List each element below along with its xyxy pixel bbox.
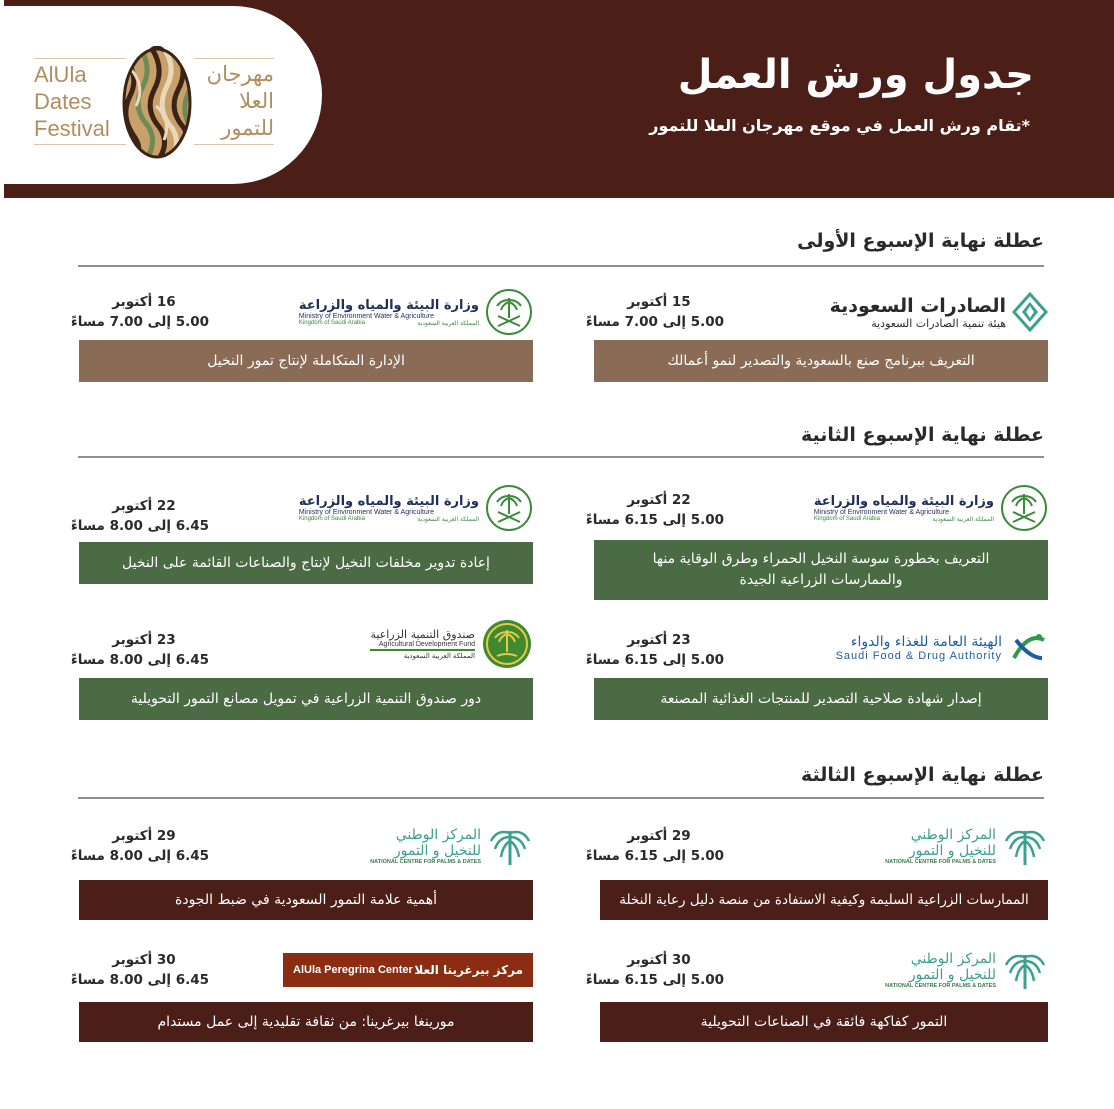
adf-name-en: Agricultural Development Fund: [378, 641, 475, 648]
ncpd-name-line1: المركز الوطني: [910, 951, 996, 967]
org-logo-peregrina: [283, 952, 533, 988]
workshop-title-bar: [79, 542, 533, 584]
peregrina-name-en: AlUla Peregrina Center: [293, 964, 413, 976]
workshop-title-bar: [594, 678, 1048, 720]
workshop-title-bar: [594, 340, 1048, 382]
workshop-card: [585, 942, 1048, 1062]
workshop-title: التمور كفاكهة فائقة في الصناعات التحويلية: [700, 1013, 948, 1030]
workshop-title-line: التعريف بخطورة سوسة النخيل الحمراء وطرق الوقاية منها: [652, 551, 990, 567]
org-logo-saudi-exports: [798, 284, 1048, 340]
saudi-exports-name: الصادرات السعودية: [829, 294, 1006, 317]
workshop-title: مورينغا بيرغرينا: من ثقافة تقليدية إلى عمل مستدام: [157, 1013, 455, 1030]
workshop-date: 29 أكتوبر: [627, 828, 691, 844]
peregrina-banner: [283, 953, 533, 987]
mewa-kingdom-ar: المملكة العربية السعودية: [417, 515, 479, 523]
workshop-date: 15 أكتوبر: [627, 294, 691, 310]
workshop-time: 6.45 إلى 8.00 مساءً: [70, 652, 209, 668]
week-1-divider: [78, 265, 1044, 267]
mewa-kingdom-en: Kingdom of Saudi Arabia: [298, 515, 365, 522]
palm-swords-icon: [1000, 484, 1048, 532]
ncpd-name-en: NATIONAL CENTRE FOR PALMS & DATES: [885, 859, 996, 865]
ncpd-name-en: NATIONAL CENTRE FOR PALMS & DATES: [885, 983, 996, 989]
logo-latin-text: [34, 58, 126, 145]
workshop-card: [70, 818, 533, 938]
workshop-title-line: والممارسات الزراعية الجيدة: [739, 572, 903, 588]
workshop-card: [585, 478, 1048, 598]
page-title: جدول ورش العمل: [677, 52, 1034, 98]
ncpd-palm-icon: [1002, 947, 1048, 993]
mewa-name-en: Ministry of Environment Water & Agriculture: [298, 508, 435, 516]
org-logo-adf: [283, 616, 533, 672]
workshop-date-time: [585, 630, 724, 670]
logo-latin-line: AlUla: [34, 62, 87, 87]
workshop-time: 5.00 إلى 7.00 مساءً: [70, 314, 209, 330]
org-logo-ncpd: [798, 818, 1048, 874]
mewa-kingdom-en: Kingdom of Saudi Arabia: [813, 515, 880, 522]
workshop-date: 23 أكتوبر: [112, 632, 176, 648]
org-logo-ncpd: [798, 942, 1048, 998]
ncpd-palm-icon: [1002, 823, 1048, 869]
workshop-date-time: [585, 826, 724, 866]
week-2-divider: [78, 456, 1044, 458]
workshop-title-bar: [600, 880, 1048, 920]
workshop-date-time: [585, 292, 724, 332]
org-logo-ncpd: [283, 818, 533, 874]
workshop-date: 22 أكتوبر: [112, 498, 176, 514]
workshop-date-time: [70, 950, 209, 990]
ncpd-name-line2: للنخيل و التمور: [908, 843, 996, 859]
workshop-title-bar: [79, 1002, 533, 1042]
ncpd-name-en: NATIONAL CENTRE FOR PALMS & DATES: [370, 859, 481, 865]
sfda-icon: [1008, 628, 1048, 668]
palm-swords-icon: [485, 288, 533, 336]
workshop-card: [70, 478, 533, 598]
workshop-date: 30 أكتوبر: [627, 952, 691, 968]
workshop-date-time: [585, 950, 724, 990]
week-3-divider: [78, 797, 1044, 799]
workshop-time: 5.00 إلى 6.15 مساءً: [585, 652, 724, 668]
workshop-title: التعريف ببرنامج صنع بالسعودية والتصدير لنمو أعمالك: [667, 352, 975, 369]
ncpd-name-line1: المركز الوطني: [395, 827, 481, 843]
logo-arabic-line: مهرجان: [206, 62, 274, 86]
org-logo-mewa: [798, 480, 1048, 536]
festival-logo: [4, 6, 322, 184]
workshop-time: 5.00 إلى 6.15 مساءً: [585, 848, 724, 864]
workshop-time: 5.00 إلى 6.15 مساءً: [585, 972, 724, 988]
saudi-exports-icon: [1012, 292, 1048, 332]
workshop-title: إعادة تدوير مخلفات النخيل لإنتاج والصناعات القائمة على النخيل: [122, 554, 490, 571]
workshop-date: 16 أكتوبر: [112, 294, 176, 310]
mewa-name-ar: وزارة البيئة والمياه والزراعة: [298, 297, 479, 313]
ncpd-palm-icon: [487, 823, 533, 869]
mewa-kingdom-ar: المملكة العربية السعودية: [417, 319, 479, 327]
mewa-name-ar: وزارة البيئة والمياه والزراعة: [298, 493, 479, 509]
workshop-title-bar: [600, 1002, 1048, 1042]
workshop-time: 6.45 إلى 8.00 مساءً: [70, 972, 209, 988]
mewa-name-en: Ministry of Environment Water & Agriculture: [298, 312, 435, 320]
workshop-time: 6.45 إلى 8.00 مساءً: [70, 518, 209, 534]
ncpd-name-line2: للنخيل و التمور: [908, 967, 996, 983]
workshop-title-bar: [594, 540, 1048, 600]
ncpd-name-line2: للنخيل و التمور: [393, 843, 481, 859]
workshop-date-time: [70, 496, 209, 536]
workshop-date: 23 أكتوبر: [627, 632, 691, 648]
workshop-card: [70, 284, 533, 404]
header-banner: [4, 0, 1114, 198]
adf-country: المملكة العربية السعودية: [403, 653, 475, 660]
workshop-card: [70, 942, 533, 1062]
week-2-title: عطلة نهاية الإسبوع الثانية: [800, 424, 1044, 446]
org-logo-mewa: [283, 284, 533, 340]
workshop-title-bar: [79, 880, 533, 920]
workshop-card: [585, 620, 1048, 740]
workshop-date-time: [70, 292, 209, 332]
workshop-time: 6.45 إلى 8.00 مساءً: [70, 848, 209, 864]
workshop-title: أهمية علامة التمور السعودية في ضبط الجودة: [175, 891, 438, 908]
mewa-name-en: Ministry of Environment Water & Agriculture: [813, 508, 950, 516]
workshop-time: 5.00 إلى 7.00 مساءً: [585, 314, 724, 330]
mewa-kingdom-ar: المملكة العربية السعودية: [932, 515, 994, 523]
date-emblem-icon: [120, 46, 194, 160]
workshop-date-time: [585, 490, 724, 530]
saudi-exports-subname: هيئة تنمية الصادرات السعودية: [871, 316, 1006, 330]
org-logo-mewa: [283, 480, 533, 536]
workshop-title: دور صندوق التنمية الزراعية في تمويل مصانع التمور التحويلية: [130, 690, 482, 707]
workshop-date: 29 أكتوبر: [112, 828, 176, 844]
workshop-date: 30 أكتوبر: [112, 952, 176, 968]
logo-arabic-line: للتمور: [221, 116, 274, 140]
workshop-date: 22 أكتوبر: [627, 492, 691, 508]
mewa-name-ar: وزارة البيئة والمياه والزراعة: [813, 493, 994, 509]
workshop-title: الممارسات الزراعية السليمة وكيفية الاستفادة من منصة دليل رعاية النخلة: [619, 891, 1029, 908]
sfda-name-ar: الهيئة العامة للغذاء والدواء: [850, 634, 1002, 650]
workshop-card: [585, 284, 1048, 404]
week-1-title: عطلة نهاية الإسبوع الأولى: [797, 230, 1044, 252]
peregrina-name-ar: مركز بيرغرينا العلا: [414, 963, 523, 977]
adf-name-ar: صندوق التنمية الزراعية: [370, 628, 475, 641]
logo-latin-line: Dates: [34, 89, 92, 114]
workshop-title-bar: [79, 678, 533, 720]
workshop-time: 5.00 إلى 6.15 مساءً: [585, 512, 724, 528]
workshop-card: [585, 818, 1048, 938]
logo-latin-line: Festival: [34, 116, 110, 141]
week-3-title: عطلة نهاية الإسبوع الثالثة: [800, 764, 1044, 786]
workshop-title: إصدار شهادة صلاحية التصدير للمنتجات الغذائية المصنعة: [660, 690, 982, 707]
workshop-card: [70, 620, 533, 740]
adf-palm-icon: [481, 618, 533, 670]
sfda-name-en: Saudi Food & Drug Authority: [835, 650, 1002, 662]
org-logo-sfda: [798, 620, 1048, 676]
workshop-date-time: [70, 630, 209, 670]
logo-arabic-text: [194, 58, 274, 145]
page-subtitle: *تقام ورش العمل في موقع مهرجان العلا للتمور: [649, 116, 1030, 135]
palm-swords-icon: [485, 484, 533, 532]
logo-arabic-line: العلا: [239, 89, 274, 113]
ncpd-name-line1: المركز الوطني: [910, 827, 996, 843]
workshop-title-bar: [79, 340, 533, 382]
workshop-title: الإدارة المتكاملة لإنتاج تمور النخيل: [207, 352, 405, 369]
mewa-kingdom-en: Kingdom of Saudi Arabia: [298, 319, 365, 326]
workshop-date-time: [70, 826, 209, 866]
